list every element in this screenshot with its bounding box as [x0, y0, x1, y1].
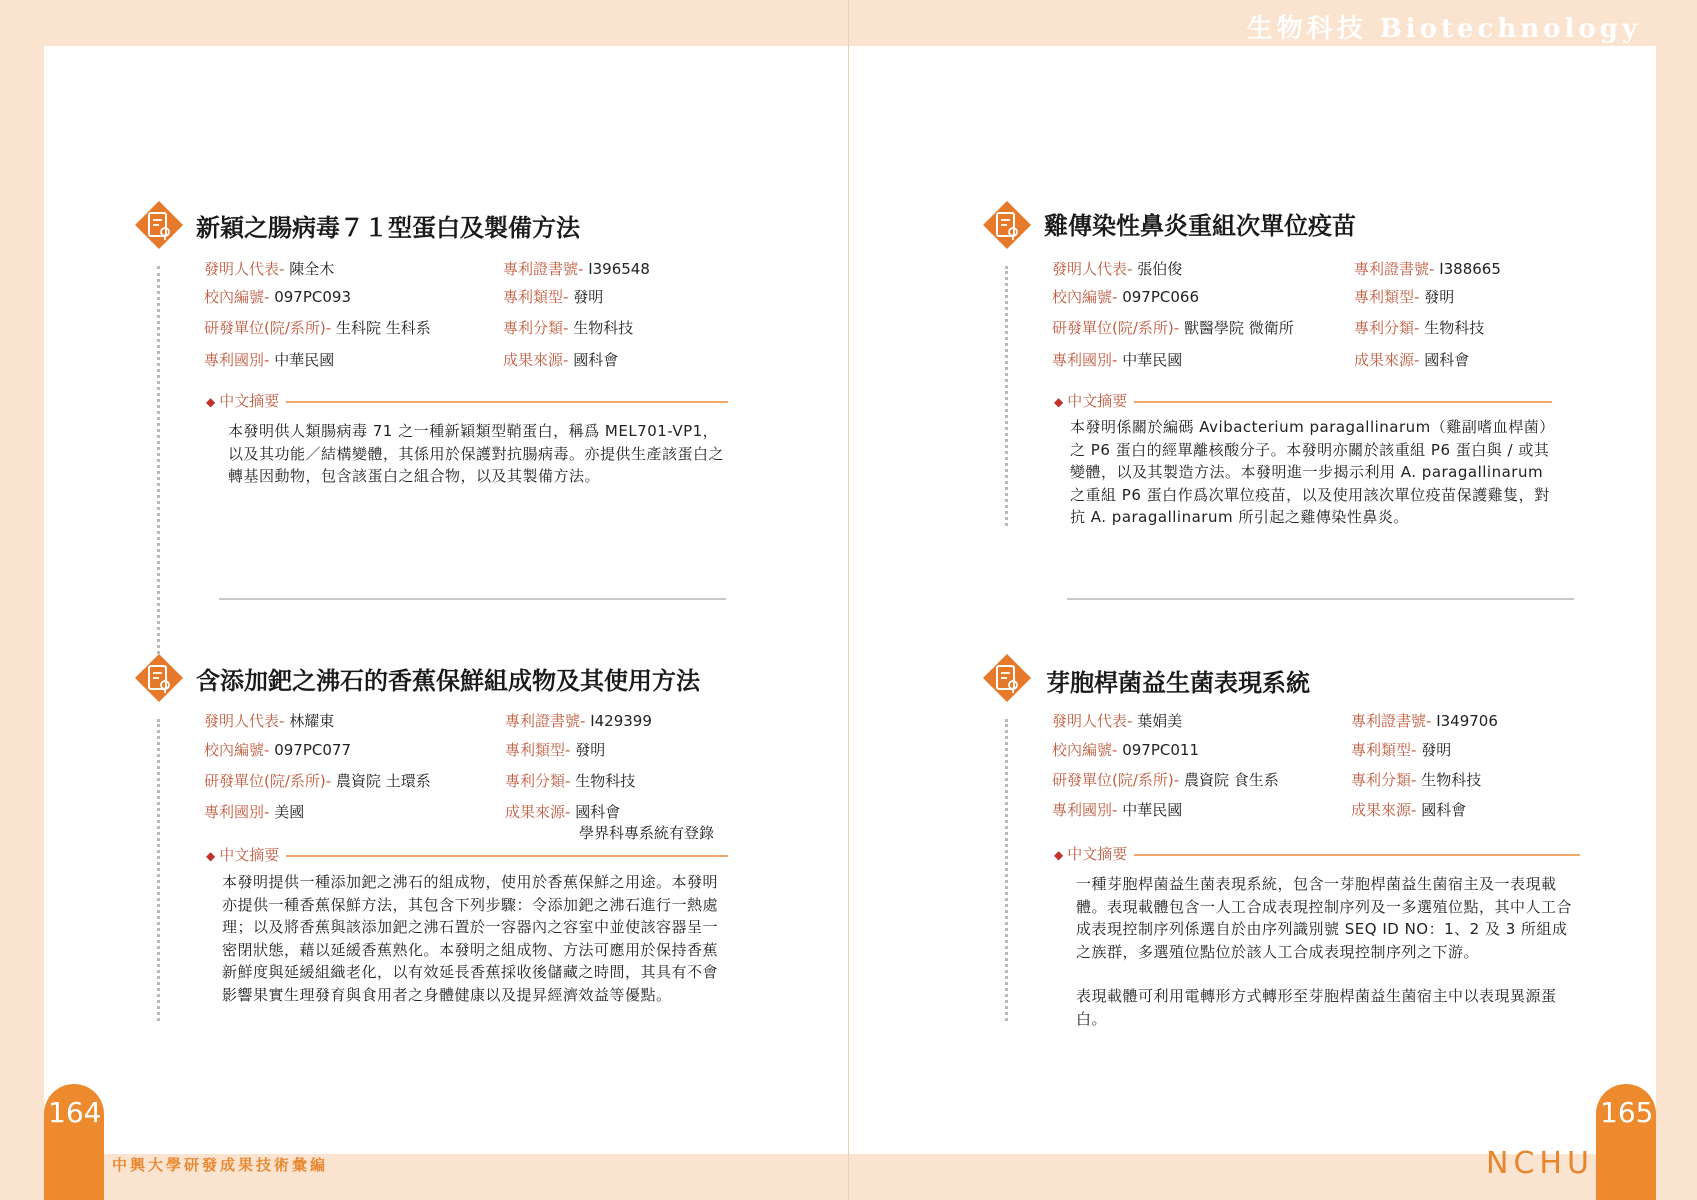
cert-field: 專利證書號- I396548	[503, 260, 650, 278]
unit-field: 研發單位(院/系所)- 獸醫學院 微衛所	[1052, 319, 1294, 337]
patent-entry	[982, 653, 1622, 1053]
section-header: 生物科技 Biotechnology	[1246, 14, 1641, 44]
code-field: 校內編號- 097PC011	[1052, 741, 1199, 759]
abstract-text: 本發明提供一種添加鈀之沸石的組成物，使用於香蕉保鮮之用途。本發明亦提供一種香蕉保鮮方法，其包含下列步驟：令添加鈀之沸石進行一熱處理；以及將香蕉與該添加鈀之沸石置於一容器內之容室中並使該容器呈一密閉狀態，藉以延緩香蕉熟化。本發明之組成物、方法可應用於保持香蕉新鮮度與延緩組織老化，以有效延長香蕉採收後儲藏之時間，其具有不會影響果實生理發育與食用者之身體健康以及提昇經濟效益等優點。	[222, 873, 719, 1004]
patent-document-icon	[134, 653, 184, 703]
diamond-bullet-icon: ◆	[206, 849, 216, 863]
unit-field: 研發單位(院/系所)- 農資院 食生系	[1052, 771, 1279, 789]
cert-field: 專利證書號- I349706	[1351, 712, 1498, 730]
publication-title: 中興大學研發成果技術彙編	[112, 1156, 329, 1174]
category-field: 專利分類- 生物科技	[1351, 771, 1482, 789]
source-field: 成果來源- 國科會	[1354, 351, 1470, 369]
type-field: 專利類型- 發明	[503, 288, 604, 306]
category-field: 專利分類- 生物科技	[1354, 319, 1485, 337]
type-field: 專利類型- 發明	[1351, 741, 1452, 759]
unit-field: 研發單位(院/系所)- 農資院 土環系	[204, 772, 431, 790]
country-field: 專利國別- 中華民國	[1052, 351, 1183, 369]
patent-title: 雞傳染性鼻炎重組次單位疫苗	[1044, 212, 1356, 240]
patent-entry	[982, 200, 1622, 600]
dotted-guide	[157, 719, 160, 1021]
dotted-guide	[1005, 266, 1008, 526]
abstract-rule	[1134, 401, 1552, 403]
patent-document-icon	[982, 200, 1032, 250]
inventor-field: 發明人代表- 陳全木	[204, 260, 335, 278]
type-field: 專利類型- 發明	[1354, 288, 1455, 306]
inventor-field: 發明人代表- 林耀東	[204, 712, 335, 730]
category-field: 專利分類- 生物科技	[505, 772, 636, 790]
country-field: 專利國別- 中華民國	[204, 351, 335, 369]
abstract-heading: ◆ 中文摘要	[1054, 845, 1128, 863]
inventor-field: 發明人代表- 葉娟美	[1052, 712, 1183, 730]
category-field: 專利分類- 生物科技	[503, 319, 634, 337]
diamond-bullet-icon: ◆	[1054, 848, 1064, 862]
abstract-rule	[1134, 854, 1580, 856]
brand-mark: NCHU	[1486, 1146, 1594, 1181]
patent-title: 新穎之腸病毒７１型蛋白及製備方法	[196, 214, 580, 242]
abstract-rule	[286, 855, 728, 857]
patent-entry	[134, 200, 774, 600]
abstract-text: 本發明供人類腸病毒 71 之一種新穎類型鞘蛋白，稱爲 MEL701-VP1，以及其功能／結構變體，其係用於保護對抗腸病毒。亦提供生產該蛋白之轉基因動物，包含該蛋白之組合物，以及其製備方法。	[228, 422, 725, 485]
abstract-heading: ◆ 中文摘要	[206, 846, 280, 864]
cert-field: 專利證書號- I388665	[1354, 260, 1501, 278]
source-field: 成果來源- 國科會	[1351, 801, 1467, 819]
entry-separator	[1067, 598, 1574, 600]
patent-title: 芽胞桿菌益生菌表現系統	[1046, 669, 1310, 697]
dotted-guide	[157, 266, 160, 684]
diamond-bullet-icon: ◆	[206, 395, 216, 409]
dotted-guide	[1005, 719, 1008, 1021]
source-field: 成果來源- 國科會 學界科專系統有登錄	[505, 803, 715, 842]
book-spine	[848, 0, 849, 1200]
abstract-heading: ◆ 中文摘要	[1054, 392, 1128, 410]
code-field: 校內編號- 097PC093	[204, 288, 351, 306]
patent-title: 含添加鈀之沸石的香蕉保鮮組成物及其使用方法	[196, 667, 700, 695]
patent-document-icon	[982, 653, 1032, 703]
abstract-text: 本發明係關於編碼 Avibacterium paragallinarum（雞副嗜血桿菌）之 P6 蛋白的經單離核酸分子。本發明亦關於該重組 P6 蛋白與 / 或其變體，以及其製造方法。本發明進一步揭示利用 A. paragallinarum 之重組 P6 蛋白作爲次單位疫苗，以及使用該次單位疫苗保護雞隻，對抗 A. paragallinarum 所引起之雞傳染性鼻炎。	[1070, 418, 1555, 526]
page-number-left: 164	[48, 1096, 102, 1129]
patent-entry	[134, 653, 774, 1053]
abstract-rule	[286, 401, 728, 403]
country-field: 專利國別- 中華民國	[1052, 801, 1183, 819]
source-note: 學界科專系統有登錄	[579, 824, 715, 842]
country-field: 專利國別- 美國	[204, 803, 305, 821]
code-field: 校內編號- 097PC066	[1052, 288, 1199, 306]
entry-separator	[219, 598, 726, 600]
diamond-bullet-icon: ◆	[1054, 395, 1064, 409]
page-number-right: 165	[1600, 1096, 1654, 1129]
patent-document-icon	[134, 200, 184, 250]
abstract-text: 一種芽胞桿菌益生菌表現系統，包含一芽胞桿菌益生菌宿主及一表現載體。表現載體包含一人工合成表現控制序列及一多選殖位點，其中人工合成表現控制序列係選自於由序列識別號 SEQ ID NO：1、2 及 3 所組成之族群，多選殖位點位於該人工合成表現控制序列之下游。 表現載體可利用電轉形方式轉形至芽胞桿菌益生菌宿主中以表現異源蛋白。	[1076, 875, 1573, 1028]
inventor-field: 發明人代表- 張伯俊	[1052, 260, 1183, 278]
unit-field: 研發單位(院/系所)- 生科院 生科系	[204, 319, 431, 337]
type-field: 專利類型- 發明	[505, 741, 606, 759]
abstract-heading: ◆ 中文摘要	[206, 392, 280, 410]
cert-field: 專利證書號- I429399	[505, 712, 652, 730]
source-field: 成果來源- 國科會	[503, 351, 619, 369]
code-field: 校內編號- 097PC077	[204, 741, 351, 759]
